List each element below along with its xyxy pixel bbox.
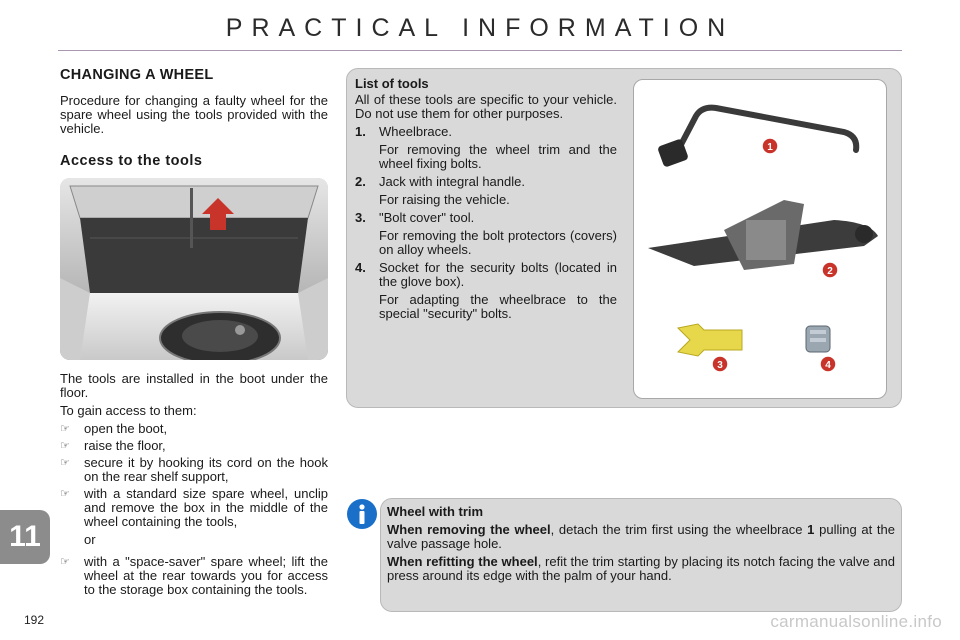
left-column <box>60 64 328 600</box>
pointing-hand-icon: ☞ <box>60 556 70 568</box>
svg-text:3: 3 <box>717 360 723 371</box>
info-title: Wheel with trim <box>387 504 484 519</box>
pointing-hand-icon: ☞ <box>60 440 70 452</box>
access-intro: To gain access to them: <box>60 403 197 418</box>
list-item: ☞ open the boot, <box>60 421 168 436</box>
tools-list <box>355 125 617 321</box>
info-removing: When removing the wheel, detach the trim first using the wheelbrace 1 pulling at the valve passage hole. <box>387 522 895 551</box>
list-item: ☞ secure it by hooking its cord on the hook on the rear shelf support, <box>60 455 328 484</box>
info-icon <box>346 498 378 530</box>
svg-text:4: 4 <box>825 360 831 371</box>
tools-illustration <box>634 80 886 398</box>
or-text: or <box>84 532 96 547</box>
section-title: CHANGING A WHEEL <box>60 67 214 83</box>
watermark: carmanualsonline.info <box>770 612 942 631</box>
intro-paragraph: Procedure for changing a faulty wheel for the spare wheel using the tools provided with the vehicle. <box>60 93 328 136</box>
svg-text:1: 1 <box>767 142 773 153</box>
info-refitting: When refitting the wheel, refit the trim starting by placing its notch facing the valve and press around its edge with the palm of your hand. <box>387 554 896 583</box>
list-item: 1. Wheelbrace. For removing the wheel trim and the wheel fixing bolts. <box>355 124 617 171</box>
tools-intro: All of these tools are specific to your vehicle. Do not use them for other purposes. <box>355 92 617 121</box>
callout-4 <box>820 356 836 372</box>
list-item: 4. Socket for the security bolts (located in the glove box). For adapting the wheelbrace to the special "security" bolts. <box>355 260 617 321</box>
list-item: 3. "Bolt cover" tool. For removing the bolt protectors (covers) on alloy wheels. <box>355 210 617 257</box>
bolt-cover-tool-icon <box>678 324 742 356</box>
tools-title: List of tools <box>355 76 429 91</box>
boot-photo <box>60 178 328 360</box>
callout-1 <box>762 138 778 154</box>
pointing-hand-icon: ☞ <box>60 423 70 435</box>
tools-text <box>355 77 617 325</box>
page-title: PRACTICAL INFORMATION <box>225 14 735 42</box>
list-item: 2. Jack with integral handle. For raising the vehicle. <box>355 174 525 207</box>
list-item: ☞ with a "space-saver" spare wheel; lift the wheel at the rear towards you for access to the storage box containing the tools. <box>60 554 328 597</box>
pointing-hand-icon: ☞ <box>60 457 70 469</box>
header-divider <box>58 50 902 51</box>
callout-2 <box>822 262 838 278</box>
chapter-tab: 11 <box>0 510 50 564</box>
access-steps <box>60 422 328 529</box>
subsection-title: Access to the tools <box>60 153 203 169</box>
list-item: ☞ with a standard size spare wheel, unclip and remove the box in the middle of the wheel containing the tools, <box>60 486 328 529</box>
boot-illustration <box>60 178 328 360</box>
pointing-hand-icon: ☞ <box>60 488 70 500</box>
svg-text:2: 2 <box>827 266 833 277</box>
tools-panel <box>346 68 902 408</box>
installed-text: The tools are installed in the boot under the floor. <box>60 371 328 400</box>
callout-3 <box>712 356 728 372</box>
list-item: ☞ raise the floor, <box>60 438 166 453</box>
page-number: 192 <box>24 613 45 627</box>
tools-photo <box>633 79 887 399</box>
info-text <box>387 505 895 587</box>
security-socket-icon <box>806 326 830 352</box>
access-steps-alt <box>60 555 328 597</box>
info-panel <box>380 498 902 612</box>
